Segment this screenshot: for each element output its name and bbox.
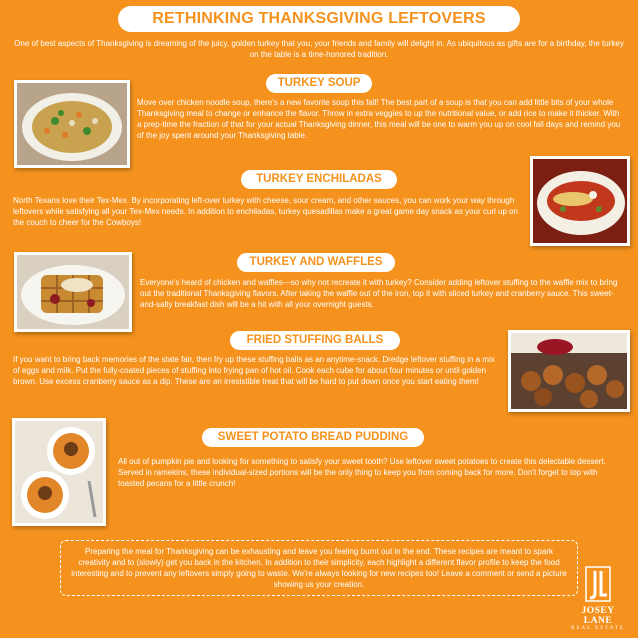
turkey-waffles-photo — [14, 252, 132, 332]
josey-lane-logo — [566, 566, 630, 632]
intro-text: One of best aspects of Thanksgiving is dreaming of the juicy, golden turkey that you, your friends and family will delight in. As ubiquitous as gifts are for a birthday, the turkey on the table is a time-honored tradition. — [14, 39, 624, 59]
section-text-turkey-enchiladas: North Texans love their Tex-Mex. By incorporating left-over turkey with cheese, sour cream, and other sauces, you can work your way through leftovers while satisfying all your Tex-Mex needs. In addition to enchiladas, turkey quesadillas make a great game day snack as your curl up on the couch to cheer for the Cowboys! — [13, 196, 519, 227]
section-text-turkey-soup: Move over chicken noodle soup, there's a new favorite soup this fall! The best part of a soup is that you can add little bits of your whole Thanksgiving meal to change or enhance the flavor. Throw in extra veggies to up the nutritional value, or add rice to make it thicker. With a prep-time the fraction of that for your actual Thanksgiving dinner, this meal will be one to warm you up on cool fall days and remind you of the joy spent around your Thanksgiving table. — [137, 98, 621, 140]
section-heading-turkey-soup: TURKEY SOUP — [266, 74, 372, 93]
logo-tagline: REAL ESTATE — [571, 626, 625, 631]
turkey-soup-photo — [14, 80, 130, 168]
section-text-fried-stuffing-balls: If you want to bring back memories of the state fair, then fry up these stuffing balls as an anytime-snack. Dredge leftover stuffing in a mix of eggs and milk. Put the fully-coated pieces of stuffing into frying pan of hot oil. Cook each cube for about four minutes or until golden brown. Use excess cranberry sauce as a dip. These are an irresistible treat that will be hard to put down once you start eating them! — [13, 355, 495, 386]
section-heading-fried-stuffing-balls: FRIED STUFFING BALLS — [230, 331, 400, 350]
closing-text: Preparing the meal for Thanksgiving can be exhausting and leave you feeling burnt out in the end. These recipes are meant to spark creativity and to (slowly) get you back in the kitchen. In addition to their simplicity, each highlight a different flavor profile to keep the food interesting and to prevent any leftovers simply going to waste. We're always looking for new recipes too! Leave a comment or send a picture showing us your creation. — [71, 547, 567, 589]
logo-name: JOSEY LANE — [581, 606, 615, 626]
section-text-sweet-potato-bread-pudding: All out of pumpkin pie and looking for something to satisfy your sweet tooth? Use leftover sweet potatoes to create this delectable dessert. Served in ramekins, these individual-sized portions will be the only thing to keep you from coming back for more. Don't forget to top with toasted pecans for a little crunch! — [118, 457, 606, 488]
logo-mark-icon — [583, 566, 613, 604]
sweet-potato-bread-pudding-photo — [12, 418, 106, 526]
section-heading-sweet-potato-bread-pudding: SWEET POTATO BREAD PUDDING — [202, 428, 424, 447]
turkey-enchiladas-photo — [530, 156, 630, 246]
section-text-turkey-waffles: Everyone's heard of chicken and waffles—so why not recreate it with turkey? Consider adding leftover stuffing to the waffle mix to bring out the traditional Thanksgiving flavors. After taking the waffle out of the iron, top it with sliced turkey and cranberry sauce. This sweet-and-salty breakfast dish will be a hit with all your overnight guests. — [140, 278, 618, 309]
page-title: RETHINKING THANKSGIVING LEFTOVERS — [118, 6, 520, 32]
closing-note — [60, 540, 578, 596]
section-heading-turkey-enchiladas: TURKEY ENCHILADAS — [241, 170, 397, 189]
fried-stuffing-balls-photo — [508, 330, 630, 412]
section-heading-turkey-waffles: TURKEY AND WAFFLES — [237, 253, 395, 272]
